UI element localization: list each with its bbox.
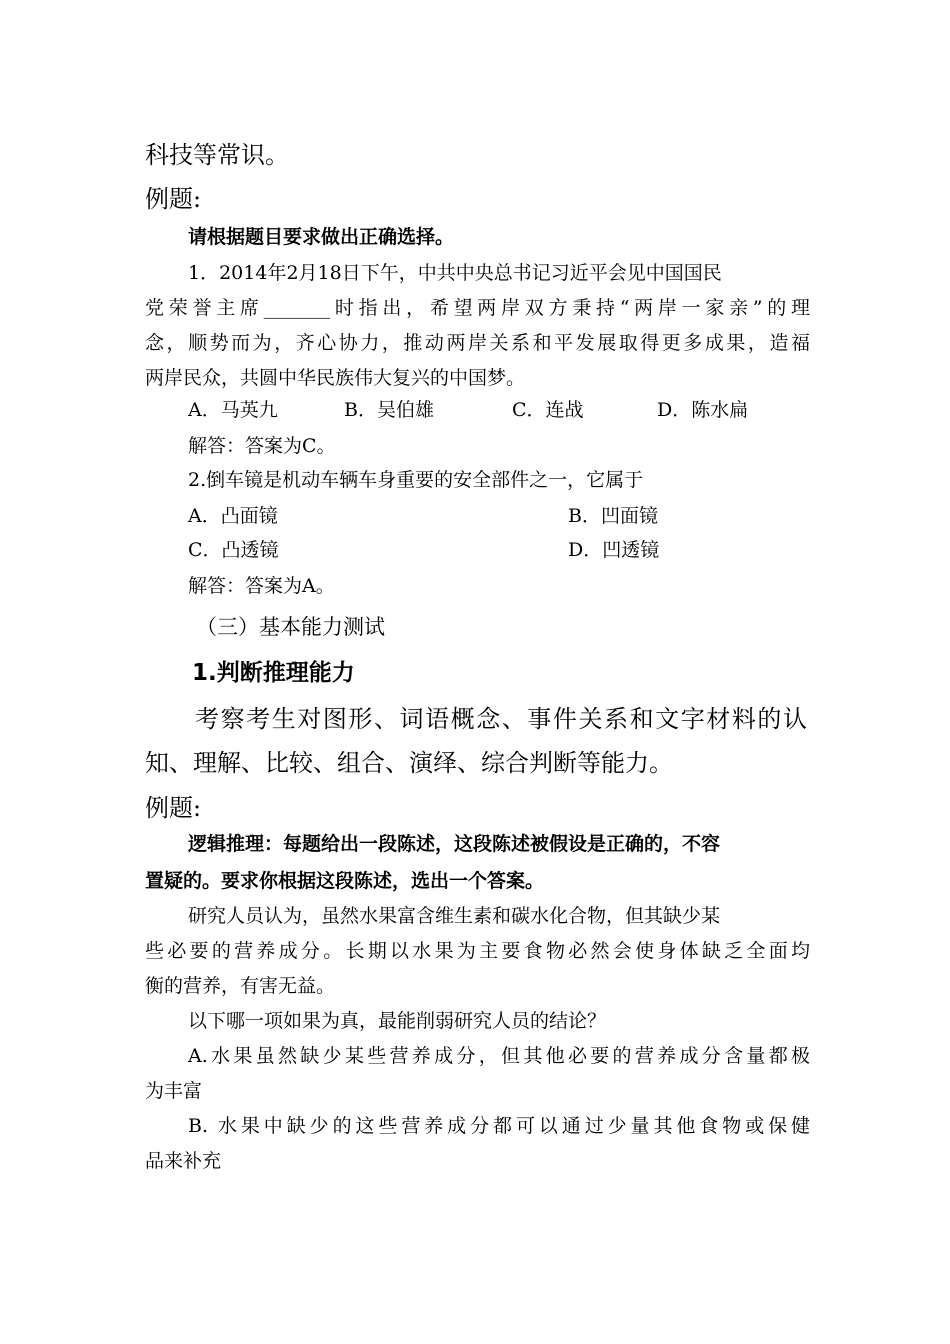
example-label: 例题: — [145, 185, 202, 213]
q2-answer: 解答：答案为A。 — [188, 575, 335, 597]
q2-option-a: A．凸面镜 — [188, 505, 278, 527]
q1-line: 党荣誉主席_______时指出，希望两岸双方秉持“两岸一家亲”的理 — [145, 297, 810, 319]
passage-line: 衡的营养，有害无益。 — [145, 975, 336, 997]
q2-option-d: D．凹透镜 — [568, 539, 660, 561]
subsection-heading: 1.判断推理能力 — [192, 660, 355, 686]
option-b-line: B. 水果中缺少的这些营养成分都可以通过少量其他食物或保健 — [188, 1115, 810, 1137]
instruction: 请根据题目要求做出正确选择。 — [188, 226, 455, 248]
q2-stem: 2.倒车镜是机动车辆车身重要的安全部件之一，它属于 — [188, 469, 644, 491]
q2-option-c: C．凸透镜 — [188, 539, 279, 561]
q1-option-d: D．陈水扁 — [657, 399, 749, 421]
q1-line: 两岸民众，共圆中华民族伟大复兴的中国梦。 — [145, 367, 526, 389]
q1-line: 念，顺势而为，齐心协力，推动两岸关系和平发展取得更多成果，造福 — [145, 332, 810, 354]
intro-tail: 科技等常识。 — [145, 141, 289, 169]
instruction-line: 置疑的。要求你根据这段陈述，选出一个答案。 — [145, 870, 545, 892]
q2-option-b: B．凹面镜 — [568, 505, 658, 527]
option-b-line: 品来补充 — [145, 1150, 222, 1172]
example-label: 例题: — [145, 794, 202, 822]
q1-answer: 解答：答案为C。 — [188, 435, 336, 457]
q1-option-a: A．马英九 — [188, 399, 278, 421]
description-line: 知、理解、比较、组合、演绎、综合判断等能力。 — [145, 749, 673, 777]
q1-option-c: C．连战 — [512, 399, 584, 421]
q1-line: 1．2014年2月18日下午，中共中央总书记习近平会见中国国民 — [188, 262, 722, 284]
option-a-line: 为丰富 — [145, 1080, 203, 1102]
description-line: 考察考生对图形、词语概念、事件关系和文字材料的认 — [195, 705, 807, 733]
q1-option-b: B．吴伯雄 — [344, 399, 434, 421]
passage-line: 研究人员认为，虽然水果富含维生素和碳水化合物，但其缺少某 — [188, 905, 721, 927]
instruction-line: 逻辑推理：每题给出一段陈述，这段陈述被假设是正确的，不容 — [188, 833, 721, 855]
passage-line: 些必要的营养成分。长期以水果为主要食物必然会使身体缺乏全面均 — [145, 940, 810, 962]
question: 以下哪一项如果为真，最能削弱研究人员的结论？ — [188, 1010, 607, 1032]
section-heading: （三）基本能力测试 — [196, 615, 385, 639]
option-a-line: A.水果虽然缺少某些营养成分，但其他必要的营养成分含量都极 — [188, 1045, 810, 1067]
